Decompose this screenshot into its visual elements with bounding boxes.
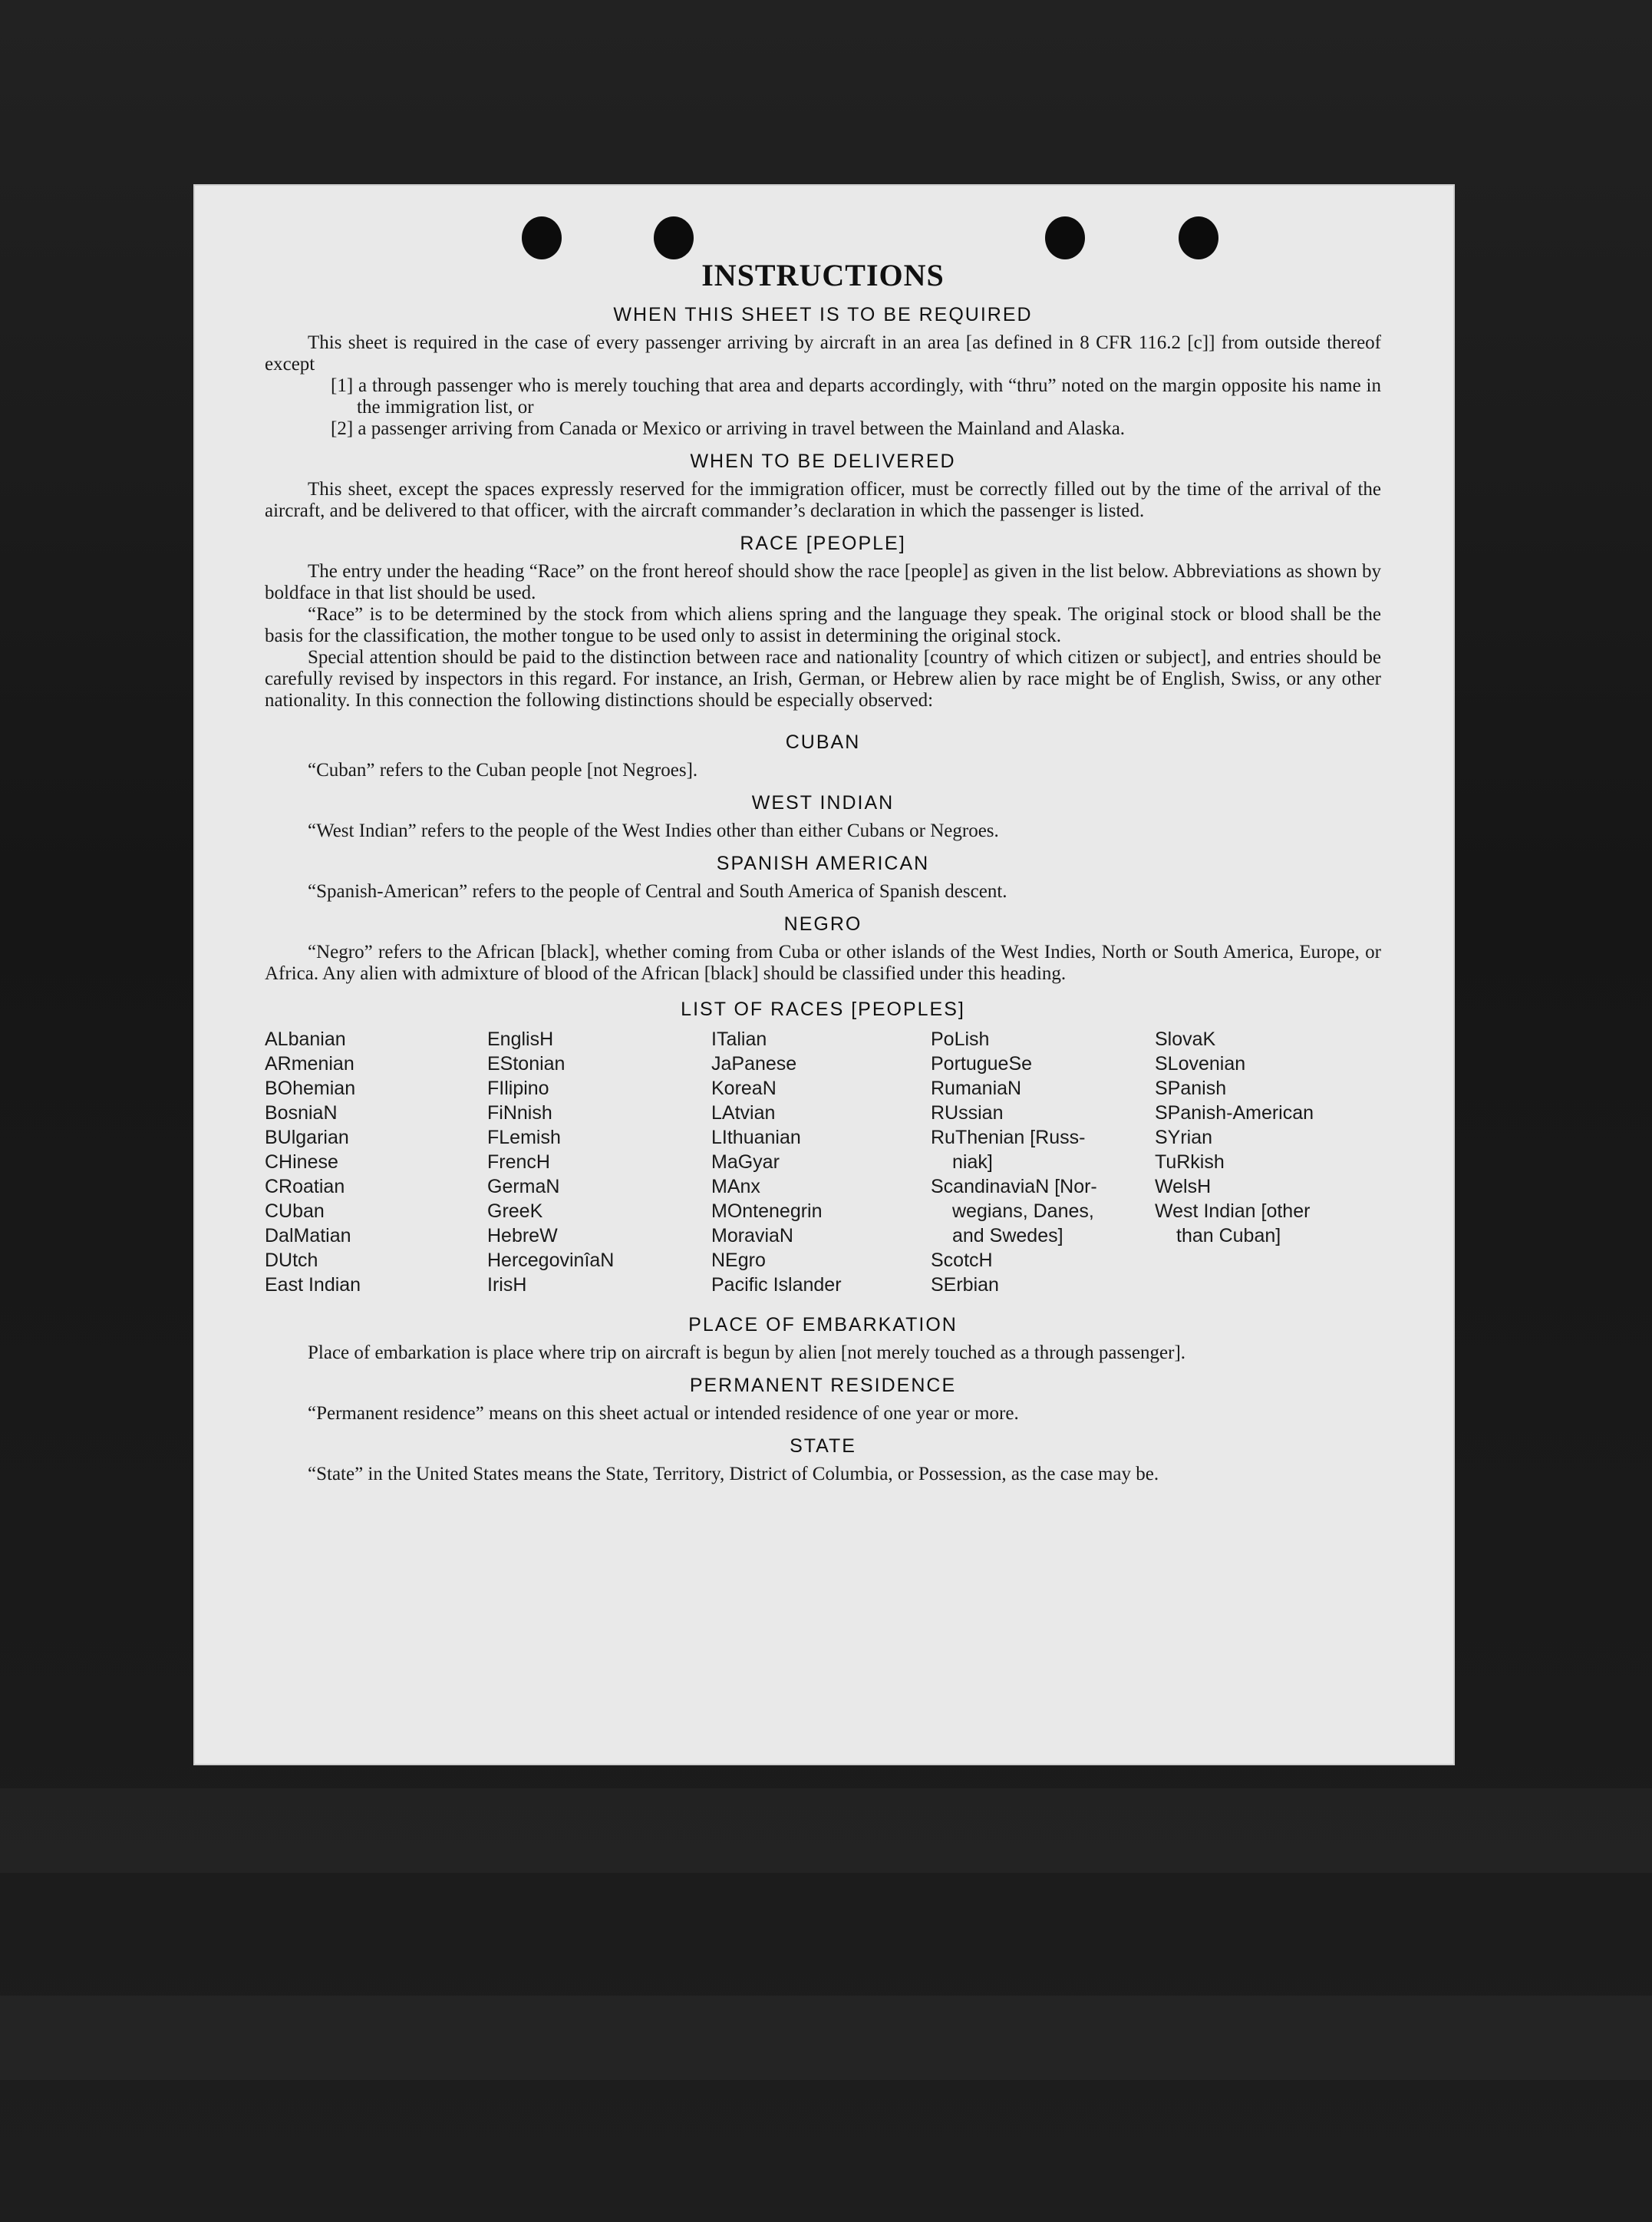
- west-indian-text: “West Indian” refers to the people of the West Indies other than either Cubans or Negroes.: [308, 820, 999, 841]
- race-entry: CHinese: [265, 1151, 338, 1173]
- punch-hole: [1045, 216, 1085, 259]
- race-column-3: [711, 1027, 931, 1297]
- race-entry: PoLish: [931, 1028, 990, 1050]
- race-entry: RUssian: [931, 1102, 1004, 1124]
- race-entry: ALbanian: [265, 1028, 346, 1050]
- embarkation-text: Place of embarkation is place where trip on aircraft is begun by alien [not merely touched as a through passenger].: [308, 1342, 1186, 1363]
- race-entry: ARmenian: [265, 1053, 354, 1075]
- page-title: INSTRUCTIONS: [701, 258, 945, 292]
- race-entry: HebreW: [487, 1225, 558, 1246]
- race-entry: CUban: [265, 1200, 325, 1222]
- race-entry: KoreaN: [711, 1078, 777, 1099]
- race-entry: FiNnish: [487, 1102, 552, 1124]
- race-entry: IrisH: [487, 1274, 527, 1296]
- race-entry: MoraviaN: [711, 1225, 793, 1246]
- race-entry: FLemish: [487, 1127, 561, 1148]
- race-entry: PortugueSe: [931, 1053, 1033, 1075]
- heading-embarkation: PLACE OF EMBARKATION: [688, 1314, 958, 1336]
- race-entry: Pacific Islander: [711, 1274, 842, 1296]
- heading-negro: NEGRO: [783, 913, 862, 935]
- race-entry: MAnx: [711, 1176, 760, 1197]
- race-entry: BosniaN: [265, 1102, 338, 1124]
- race-entry: DalMatian: [265, 1225, 351, 1246]
- punch-hole: [522, 216, 562, 259]
- heading-west-indian: WEST INDIAN: [751, 792, 895, 814]
- heading-residence: PERMANENT RESIDENCE: [689, 1375, 957, 1396]
- race-entry: GreeK: [487, 1200, 543, 1222]
- race-entry: MaGyar: [711, 1151, 780, 1173]
- race-entry: RumaniaN: [931, 1078, 1022, 1099]
- punch-hole: [654, 216, 694, 259]
- race-paragraph: “Race” is to be determined by the stock from which aliens spring and the language they speak. The original stock or blood shall be the basis for the classification, the mother tongue to be used only to assist in determining the original stock.: [265, 604, 1381, 646]
- race-entry: EStonian: [487, 1053, 566, 1075]
- race-entry: LAtvian: [711, 1102, 776, 1124]
- race-entry: SPanish-American: [1155, 1102, 1314, 1124]
- race-entry: BUlgarian: [265, 1127, 349, 1148]
- race-entry: GermaN: [487, 1176, 560, 1197]
- spanish-american-text: “Spanish-American” refers to the people of Central and South America of Spanish descent.: [308, 881, 1007, 902]
- race-entry: than Cuban]: [1176, 1225, 1281, 1246]
- race-entry: niak]: [952, 1151, 993, 1173]
- race-entry: JaPanese: [711, 1053, 797, 1075]
- heading-required: WHEN THIS SHEET IS TO BE REQUIRED: [613, 304, 1033, 325]
- race-entry: SYrian: [1155, 1127, 1213, 1148]
- race-entry: HercegovinîaN: [487, 1250, 615, 1271]
- race-entry: LIthuanian: [711, 1127, 801, 1148]
- race-entry: MOntenegrin: [711, 1200, 823, 1222]
- race-entry: SLovenian: [1155, 1053, 1246, 1075]
- race-entry: DUtch: [265, 1250, 318, 1271]
- race-entry: SPanish: [1155, 1078, 1227, 1099]
- scan-band: [0, 1788, 1652, 1873]
- race-paragraph: The entry under the heading “Race” on the front hereof should show the race [people] as given in the list below. Abbreviations as shown by boldface in that list should be used.: [265, 561, 1381, 603]
- state-text: “State” in the United States means the State, Territory, District of Columbia, or Possession, as the case may be.: [308, 1464, 1159, 1484]
- race-entry: and Swedes]: [952, 1225, 1063, 1246]
- race-entry: RuThenian [Russ-: [931, 1127, 1086, 1148]
- race-entry: East Indian: [265, 1274, 361, 1296]
- residence-text: “Permanent residence” means on this sheet actual or intended residence of one year or more.: [308, 1403, 1019, 1424]
- race-list: [265, 1027, 1381, 1297]
- delivered-text: This sheet, except the spaces expressly reserved for the immigration officer, must be correctly filled out by the time of the arrival of the aircraft, and be delivered to that officer, with the aircraft commander’s declaration in which the passenger is listed.: [265, 479, 1381, 521]
- race-paragraph: Special attention should be paid to the distinction between race and nationality [country of which citizen or subject], and entries should be carefully revised by inspectors in this regard. For instance, an Irish, German, or Hebrew alien by race might be of English, Swiss, or any other nationality. In this connection the following distinctions should be especially observed:: [265, 647, 1381, 711]
- punch-hole: [1179, 216, 1218, 259]
- document-content: [265, 257, 1381, 1485]
- negro-text: “Negro” refers to the African [black], whether coming from Cuba or other islands of the West Indies, North or South America, Europe, or Africa. Any alien with admixture of blood of the African [black] should be classified under this heading.: [265, 942, 1381, 984]
- race-column-4: [931, 1027, 1155, 1297]
- race-column-2: [487, 1027, 711, 1297]
- race-entry: EnglisH: [487, 1028, 554, 1050]
- required-item-1: [1] a through passenger who is merely touching that area and departs accordingly, with “thru” noted on the margin opposite his name in the immigration list, or: [331, 375, 1381, 418]
- race-entry: FIlipino: [487, 1078, 549, 1099]
- race-entry: BOhemian: [265, 1078, 356, 1099]
- race-entry: West Indian [other: [1155, 1200, 1311, 1222]
- race-entry: NEgro: [711, 1250, 766, 1271]
- race-entry: ScandinaviaN [Nor-: [931, 1176, 1097, 1197]
- race-entry: TuRkish: [1155, 1151, 1225, 1173]
- scan-band: [0, 1996, 1652, 2080]
- race-entry: ITalian: [711, 1028, 767, 1050]
- heading-delivered: WHEN TO BE DELIVERED: [690, 451, 956, 472]
- race-entry: WelsH: [1155, 1176, 1212, 1197]
- heading-cuban: CUBAN: [785, 731, 861, 753]
- race-column-1: [265, 1027, 487, 1297]
- heading-race-list: LIST OF RACES [PEOPLES]: [681, 999, 965, 1020]
- race-entry: ScotcH: [931, 1250, 993, 1271]
- heading-spanish-american: SPANISH AMERICAN: [716, 853, 930, 874]
- required-intro: This sheet is required in the case of every passenger arriving by aircraft in an area [as defined in 8 CFR 116.2 [c]] from outside thereof except: [265, 332, 1381, 375]
- race-entry: SErbian: [931, 1274, 999, 1296]
- race-column-5: [1155, 1027, 1377, 1297]
- heading-race: RACE [PEOPLE]: [740, 533, 906, 554]
- cuban-text: “Cuban” refers to the Cuban people [not Negroes].: [308, 760, 698, 781]
- race-entry: CRoatian: [265, 1176, 345, 1197]
- race-entry: wegians, Danes,: [952, 1200, 1094, 1222]
- required-item-2: [2] a passenger arriving from Canada or Mexico or arriving in travel between the Mainland and Alaska.: [331, 418, 1126, 439]
- heading-state: STATE: [790, 1435, 856, 1457]
- race-entry: FrencH: [487, 1151, 550, 1173]
- race-entry: SlovaK: [1155, 1028, 1216, 1050]
